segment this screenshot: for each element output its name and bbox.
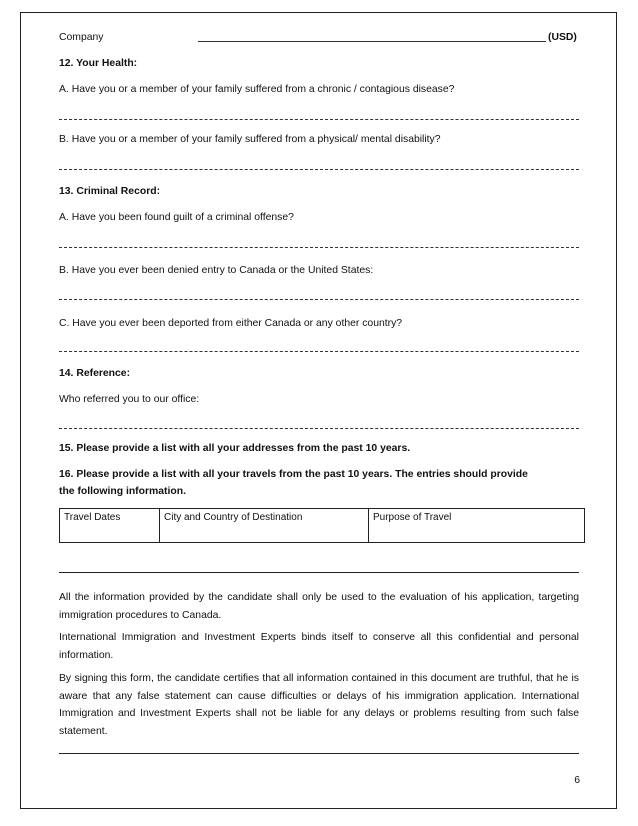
statement-certification: By signing this form, the candidate certifies that all information contained in this document are truthful, that he is aware that any false statement can cause difficulties or delays of his immigration application. International Immigration and Investment Experts shall not be liable for any delays or problems resulting from such false statement.	[59, 673, 579, 737]
statement-confidentiality: International Immigration and Investment Experts binds itself to conserve all this confidential and personal information.	[59, 632, 579, 661]
section-14-title: 14. Reference:	[59, 368, 131, 379]
statement-usage: All the information provided by the candidate shall only be used to the evaluation of his application, targeting immigration procedures to Canada.	[59, 592, 579, 621]
travel-entries-line[interactable]	[59, 572, 579, 573]
reference-question: Who referred you to our office:	[59, 394, 200, 405]
criminal-answer-a-line[interactable]	[59, 247, 579, 248]
travel-col-destination: City and Country of Destination	[160, 509, 369, 543]
company-label: Company	[59, 32, 104, 43]
travel-table	[59, 508, 585, 543]
section-16-title-line2: the following information.	[59, 486, 186, 497]
criminal-question-a: A. Have you been found guilt of a criminal offense?	[59, 212, 294, 223]
section-16-title-line1: 16. Please provide a list with all your travels from the past 10 years. The entries should provide	[59, 469, 528, 480]
health-answer-a-line[interactable]	[59, 119, 579, 120]
health-question-a: A. Have you or a member of your family suffered from a chronic / contagious disease?	[59, 84, 455, 95]
reference-answer-line[interactable]	[59, 428, 579, 429]
criminal-question-c: C. Have you ever been deported from either Canada or any other country?	[59, 318, 403, 329]
travel-col-purpose: Purpose of Travel	[369, 509, 585, 543]
company-currency: (USD)	[548, 32, 577, 43]
criminal-answer-c-line[interactable]	[59, 351, 579, 352]
criminal-question-b: B. Have you ever been denied entry to Canada or the United States:	[59, 265, 374, 276]
section-13-title: 13. Criminal Record:	[59, 186, 161, 197]
signature-line[interactable]	[59, 753, 579, 754]
section-15-title: 15. Please provide a list with all your addresses from the past 10 years.	[59, 443, 411, 454]
page-number: 6	[574, 775, 580, 786]
travel-col-dates: Travel Dates	[60, 509, 160, 543]
health-answer-b-line[interactable]	[59, 169, 579, 170]
criminal-answer-b-line[interactable]	[59, 299, 579, 300]
section-12-title: 12. Your Health:	[59, 58, 138, 69]
company-field[interactable]	[198, 30, 546, 42]
travel-table-header-row	[60, 509, 585, 543]
health-question-b: B. Have you or a member of your family suffered from a physical/ mental disability?	[59, 134, 441, 145]
